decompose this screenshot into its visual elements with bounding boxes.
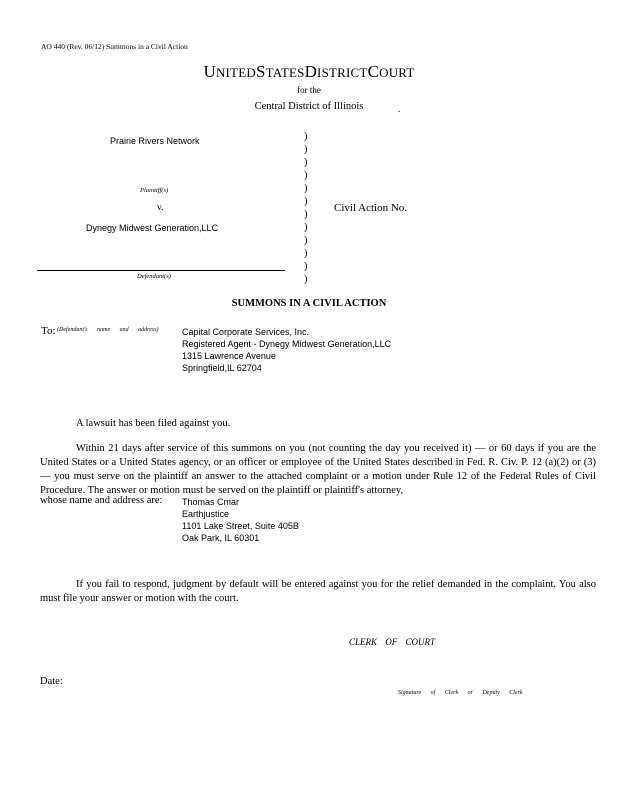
- default-judgment-text: If you fail to respond, judgment by default will be entered against you for the relief demanded in the complaint. You also must file your answer or motion with the court.: [40, 579, 596, 604]
- form-identifier: AO 440 (Rev. 06/12) Summons in a Civil Action: [41, 42, 188, 51]
- court-title-s: S: [255, 62, 266, 81]
- address-line-4: Springfield,IL 62704: [182, 363, 262, 373]
- defendant-address-block: [182, 326, 391, 374]
- to-sublabel: (Defendant's name and address): [57, 327, 159, 333]
- defendant-label: Defendant(s): [137, 273, 171, 280]
- address-line-2: Registered Agent - Dynegy Midwest Generation,LLC: [182, 339, 392, 349]
- court-title: [0, 62, 618, 82]
- address-line-3: 1315 Lawrence Avenue: [182, 351, 276, 361]
- address-line-1: Capital Corporate Services, Inc.: [182, 327, 310, 337]
- stray-dot: .: [398, 104, 401, 114]
- district-name: Central District of Illinois: [254, 101, 364, 112]
- court-title-ourt: OURT: [379, 65, 415, 80]
- attorney-line-2: Earthjustice: [182, 509, 230, 519]
- response-deadline-text: Within 21 days after service of this summons on you (not counting the day you received it) — or 60 days if you are the United States or a United States agency, or an officer or employee of the United States described in Fed. R. Civ. P. 12 (a)(2) or (3) — you must serve on the plaintiff an answer to the attached complaint or a motion under Rule 12 of the Federal Rules of Civil Procedure. The answer or motion must be served on the plaintiff or plaintiff's attorney,: [40, 443, 596, 496]
- court-title-d: D: [304, 62, 318, 81]
- court-title-u: U: [203, 62, 216, 81]
- response-deadline-paragraph: [40, 442, 596, 498]
- attorney-line-4: Oak Park, IL 60301: [182, 533, 260, 543]
- attorney-line-1: Thomas Cmar: [182, 497, 240, 507]
- court-title-nited: NITED: [215, 65, 256, 80]
- caption-parenthesis-column: ) ) ) ) ) ) ) ) ) ) ) ): [304, 131, 308, 285]
- clerk-of-court-label: CLERK OF COURT: [349, 637, 436, 647]
- defendant-signature-line: [37, 270, 285, 271]
- summons-title: SUMMONS IN A CIVIL ACTION: [231, 298, 387, 309]
- for-the-label: for the: [297, 85, 321, 95]
- plaintiff-label: Plaintiff(s): [140, 187, 169, 194]
- court-title-c: C: [367, 62, 380, 81]
- whose-name-address-label: whose name and address are:: [40, 495, 163, 506]
- default-judgment-paragraph: [40, 578, 596, 606]
- defendant-name: Dynegy Midwest Generation,LLC: [86, 223, 219, 233]
- plaintiff-name: Prairie Rivers Network: [110, 136, 200, 146]
- signature-label: Signature of Clerk or Deputy Clerk: [398, 690, 523, 696]
- date-label: Date:: [40, 676, 63, 687]
- to-label: To:: [41, 325, 56, 337]
- lawsuit-filed-paragraph: A lawsuit has been filed against you.: [76, 418, 231, 429]
- court-title-istrict: ISTRICT: [317, 65, 368, 80]
- attorney-line-3: 1101 Lake Street, Suite 405B: [182, 521, 299, 531]
- civil-action-number-label: Civil Action No.: [334, 202, 408, 214]
- attorney-address-block: [182, 496, 299, 544]
- court-title-tates: TATES: [265, 65, 305, 80]
- versus-label: v.: [157, 203, 164, 213]
